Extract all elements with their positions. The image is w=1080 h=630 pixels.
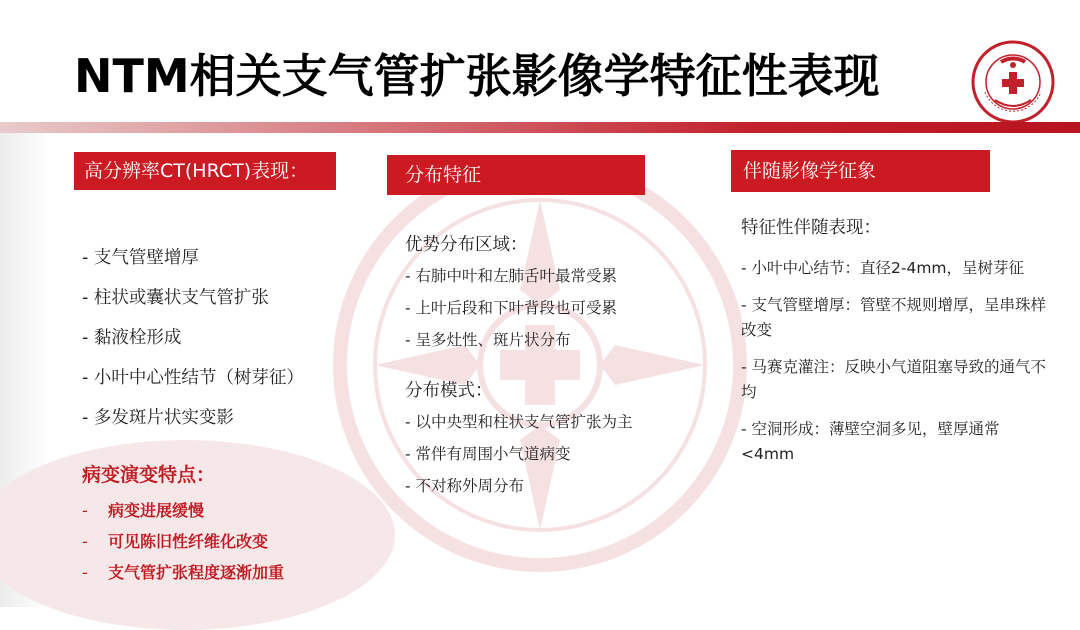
group-title: 分布模式： <box>405 381 493 401</box>
list-item: - 不对称外周分布 <box>405 477 525 495</box>
group-title: 优势分布区域： <box>405 235 528 255</box>
group-title: 特征性伴随表现： <box>741 218 881 238</box>
evolution-item: - 支气管扩张程度逐渐加重 <box>82 563 285 582</box>
hrct-header: 高分辨率CT(HRCT)表现： <box>74 152 336 190</box>
distribution-list <box>405 233 633 497</box>
list-item: - 小叶中心性结节（树芽征） <box>82 368 304 388</box>
list-item: - 支气管壁增厚 <box>82 248 199 268</box>
list-item: - 呈多灶性、斑片状分布 <box>405 331 571 349</box>
list-item: - 支气管壁增厚：管壁不规则增厚，呈串珠样改变 <box>741 296 1047 339</box>
list-item: - 常伴有周围小气道病变 <box>405 445 571 463</box>
list-item: - 上叶后段和下叶背段也可受累 <box>405 299 618 317</box>
list-item: - 小叶中心结节：直径2-4mm，呈树芽征 <box>741 259 1025 277</box>
list-item: - 右肺中叶和左肺舌叶最常受累 <box>405 267 618 285</box>
list-item: - 柱状或囊状支气管扩张 <box>82 288 269 308</box>
list-item: - 马赛克灌注：反映小气道阻塞导致的通气不均 <box>741 358 1047 401</box>
hospital-logo <box>971 40 1055 124</box>
list-item: - 空洞形成：薄壁空洞多见，壁厚通常<4mm <box>741 420 1000 463</box>
evolution-title: 病变演变特点： <box>82 464 216 486</box>
list-item: - 多发斑片状实变影 <box>82 408 234 428</box>
list-item: - 黏液栓形成 <box>82 328 182 348</box>
accompanying-signs-list <box>741 216 1051 467</box>
title-divider-bar <box>0 122 1080 133</box>
evolution-item: - 可见陈旧性纤维化改变 <box>82 532 269 551</box>
page-title: NTM相关支气管扩张影像学特征性表现 <box>74 49 880 103</box>
accompanying-signs-header: 伴随影像学征象 <box>731 150 990 192</box>
evolution-item: - 病变进展缓慢 <box>82 501 205 520</box>
distribution-header: 分布特征 <box>387 155 645 195</box>
list-item: - 以中央型和柱状支气管扩张为主 <box>405 413 633 431</box>
hrct-list <box>82 246 304 430</box>
